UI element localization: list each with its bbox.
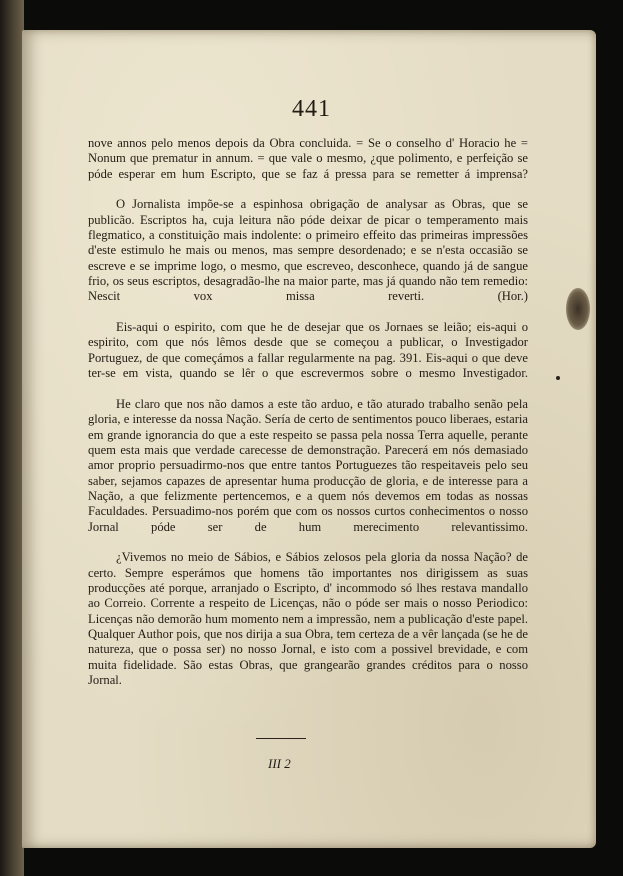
- gathering-signature: III 2: [268, 756, 291, 771]
- paragraph-1: nove annos pelo menos depois da Obra concluida. = Se o conselho d' Horacio he = Nonum que prematur in annum. = que vale o mesmo, ¿que polimento, e perfeição se póde esperar em hum Escripto, que se faz á pressa para se remetter á imprensa?: [88, 136, 528, 181]
- book-gutter: [0, 0, 24, 876]
- ink-dot: [556, 376, 560, 380]
- paragraph-5: ¿Vivemos no meio de Sábios, e Sábios zelosos pela gloria da nossa Nação? de certo. Sempre esperámos que homens tão importantes nos dirigissem as suas producções até porque, arranjado o Escripto, d' incommodo só lhes restava mandallo ao Correio. Corrente a respeito de Licenças, não o póde ser mais o nosso Periodico: Licenças não demorão hum momento nem a impressão, nem a publicação d'este papel. Qualquer Author pois, que nos dirija a sua Obra, tem certeza de a vêr lançada (se he de natureza, que o possa ser) no nosso Jornal, e isto com a possivel brevidade, e com muita fidelidade. São estas Obras, que grangearão grandes créditos para o nosso Jornal.: [88, 550, 528, 688]
- page-stain: [566, 288, 590, 330]
- section-rule: [256, 738, 306, 739]
- body-text: [88, 136, 528, 688]
- page-number: 441: [292, 96, 331, 122]
- paragraph-4: He claro que nos não damos a este tão arduo, e tão aturado trabalho senão pela gloria, e interesse da nossa Nação. Sería de certo de sentimentos pouco liberaes, estaria em grande ignorancia do que a este respeito se passa pela nossa Terra aquelle, perante quem esta mais que verdade carecesse de demonstração. Parecerá em nós demasiado amor proprio persuadirmo-nos que entre tantos Portuguezes tão respeitaveis pelo seu saber, sejamos capazes de apresentar huma producção de gloria, e de interesse para a Nação, a que felizmente pertencemos, e a quem nós devemos em todas as nossas Faculdades. Persuadimo-nos porém que com os nossos curtos conhecimentos o nosso Jornal póde ser de hum merecimento relevantissimo.: [88, 396, 528, 534]
- paragraph-3: Eis-aqui o espirito, com que he de desejar que os Jornaes se leião; eis-aqui o espirito, com que nós lêmos desde que se começou a publicar, o Investigador Portuguez, de que começámos a fallar regularmente na pag. 391. Eis-aqui o que deve ter-se em vista, quando se lêr o que escrevermos sobre o mesmo Investigador.: [88, 320, 528, 381]
- paragraph-2: O Jornalista impõe-se a espinhosa obrigação de analysar as Obras, que se publicão. Escriptos ha, cuja leitura não póde deixar de picar o temperamento mais flegmatico, a constituição mais indolente: o primeiro effeito das primeiras impressões d'este estimulo he mais ou menos, mas sempre desordenado; e se n'esta occasião se escreve e se imprime logo, o mesmo, que escreveo, desconhece, quando já de sangue frio, os seus escriptos, desagradão-lhe na maior parte, mas já quando não tem remedio: Nescit vox missa reverti. (Hor.): [88, 197, 528, 304]
